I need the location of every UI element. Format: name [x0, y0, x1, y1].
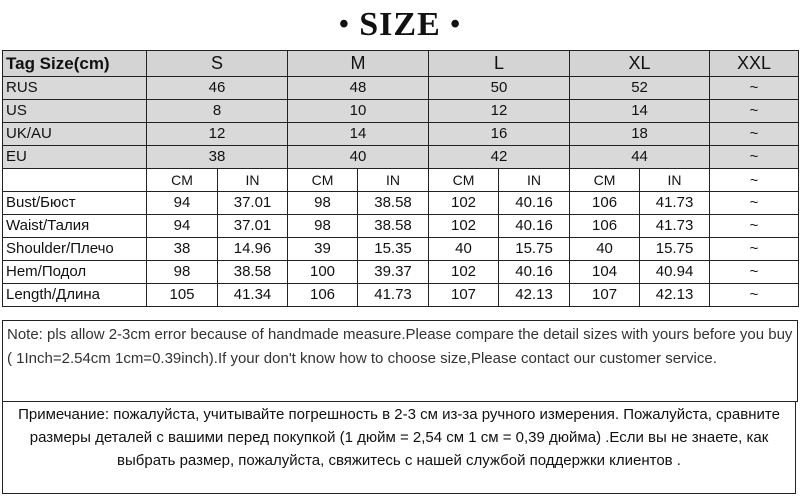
measurement-row-hem — [3, 261, 799, 284]
table-cell: ~ — [710, 77, 799, 100]
table-cell: 42.13 — [499, 284, 570, 307]
table-cell: 98 — [288, 192, 358, 215]
table-cell: 105 — [147, 284, 218, 307]
row-label: Bust/Бюст — [3, 192, 147, 215]
table-cell: 46 — [147, 77, 288, 100]
table-cell: 38 — [147, 146, 288, 169]
table-cell: 42 — [429, 146, 570, 169]
size-header-xl: XL — [570, 51, 710, 77]
table-cell: 94 — [147, 192, 218, 215]
unit-cell: IN — [499, 169, 570, 192]
measurement-row-bust — [3, 192, 799, 215]
table-cell: 102 — [429, 192, 499, 215]
table-cell: 106 — [570, 215, 640, 238]
unit-cell: IN — [218, 169, 288, 192]
table-cell: 16 — [429, 123, 570, 146]
table-cell: 40 — [288, 146, 429, 169]
table-cell: 41.73 — [640, 192, 710, 215]
unit-cell: CM — [147, 169, 218, 192]
table-cell: ~ — [710, 238, 799, 261]
table-cell: 48 — [288, 77, 429, 100]
row-label: UK/AU — [3, 123, 147, 146]
table-cell: 40.94 — [640, 261, 710, 284]
table-cell: 40.16 — [499, 192, 570, 215]
unit-row — [3, 169, 799, 192]
table-cell: 39.37 — [358, 261, 429, 284]
table-cell: 12 — [429, 100, 570, 123]
row-label: Hem/Подол — [3, 261, 147, 284]
table-cell: 102 — [429, 215, 499, 238]
size-header-xxl: XXL — [710, 51, 799, 77]
table-cell: ~ — [710, 100, 799, 123]
table-cell: ~ — [710, 192, 799, 215]
size-header-m: M — [288, 51, 429, 77]
conversion-row-uk-au — [3, 123, 799, 146]
table-cell: 15.75 — [640, 238, 710, 261]
table-cell: 41.73 — [358, 284, 429, 307]
measurement-row-shoulder — [3, 238, 799, 261]
table-cell: 8 — [147, 100, 288, 123]
row-label: Length/Длина — [3, 284, 147, 307]
table-cell: ~ — [710, 146, 799, 169]
title-text: SIZE — [359, 6, 441, 43]
table-cell: 106 — [288, 284, 358, 307]
table-cell: 41.73 — [640, 215, 710, 238]
table-cell: 38.58 — [218, 261, 288, 284]
table-cell: 15.75 — [499, 238, 570, 261]
unit-cell: CM — [570, 169, 640, 192]
table-cell: 38.58 — [358, 192, 429, 215]
size-header-l: L — [429, 51, 570, 77]
table-cell: 15.35 — [358, 238, 429, 261]
table-cell: 40.16 — [499, 261, 570, 284]
unit-cell: CM — [288, 169, 358, 192]
table-cell: 107 — [429, 284, 499, 307]
table-cell: 94 — [147, 215, 218, 238]
table-cell: 14 — [288, 123, 429, 146]
measurement-row-length — [3, 284, 799, 307]
table-cell: 14 — [570, 100, 710, 123]
table-cell: 40.16 — [499, 215, 570, 238]
page-title — [0, 4, 800, 46]
table-cell: ~ — [710, 123, 799, 146]
table-cell: 40 — [429, 238, 499, 261]
conversion-row-eu — [3, 146, 799, 169]
table-cell: ~ — [710, 215, 799, 238]
table-cell: 52 — [570, 77, 710, 100]
measurement-row-waist — [3, 215, 799, 238]
table-cell: 39 — [288, 238, 358, 261]
row-label: Waist/Талия — [3, 215, 147, 238]
bullet-dot-icon: • — [338, 9, 350, 40]
table-cell: 12 — [147, 123, 288, 146]
table-cell: 18 — [570, 123, 710, 146]
table-cell: 42.13 — [640, 284, 710, 307]
unit-cell: CM — [429, 169, 499, 192]
table-cell: ~ — [710, 261, 799, 284]
row-label: Shoulder/Плечо — [3, 238, 147, 261]
table-cell: ~ — [710, 284, 799, 307]
conversion-row-rus — [3, 77, 799, 100]
table-cell: 50 — [429, 77, 570, 100]
table-cell: 104 — [570, 261, 640, 284]
note-english: Note: pls allow 2-3cm error because of handmade measure.Please compare the detail sizes with yours before you buy ( 1Inch=2.54cm 1cm=0.39inch).If your don't know how to choose size,Please contact our customer service. — [2, 320, 798, 402]
table-cell: 10 — [288, 100, 429, 123]
conversion-row-us — [3, 100, 799, 123]
table-cell: 107 — [570, 284, 640, 307]
unit-cell: ~ — [710, 169, 799, 192]
unit-cell: IN — [640, 169, 710, 192]
table-cell: 40 — [570, 238, 640, 261]
table-cell: 37.01 — [218, 192, 288, 215]
tag-size-header: Tag Size(cm) — [3, 51, 147, 77]
table-cell: 14.96 — [218, 238, 288, 261]
row-label: RUS — [3, 77, 147, 100]
table-cell: 41.34 — [218, 284, 288, 307]
table-cell: 102 — [429, 261, 499, 284]
size-header-s: S — [147, 51, 288, 77]
table-cell: 37.01 — [218, 215, 288, 238]
table-cell: 38.58 — [358, 215, 429, 238]
table-cell: 100 — [288, 261, 358, 284]
bullet-dot-icon: • — [450, 9, 462, 40]
table-cell: 106 — [570, 192, 640, 215]
table-cell: 98 — [147, 261, 218, 284]
unit-cell: IN — [358, 169, 429, 192]
note-russian: Примечание: пожалуйста, учитывайте погрешность в 2-3 см из-за ручного измерения. Пожалуйста, сравните размеры деталей с вашими перед покупкой (1 дюйм = 2,54 см 1 см = 0,39 дюйма) .Если вы не знаете, как выбрать размер, пожалуйста, свяжитесь с нашей службой поддержки клиентов . — [2, 401, 796, 494]
size-header-row — [3, 51, 799, 77]
table-cell: 44 — [570, 146, 710, 169]
table-cell: 98 — [288, 215, 358, 238]
size-chart-table — [2, 50, 799, 307]
row-label: EU — [3, 146, 147, 169]
empty-cell — [3, 169, 147, 192]
table-cell: 38 — [147, 238, 218, 261]
row-label: US — [3, 100, 147, 123]
